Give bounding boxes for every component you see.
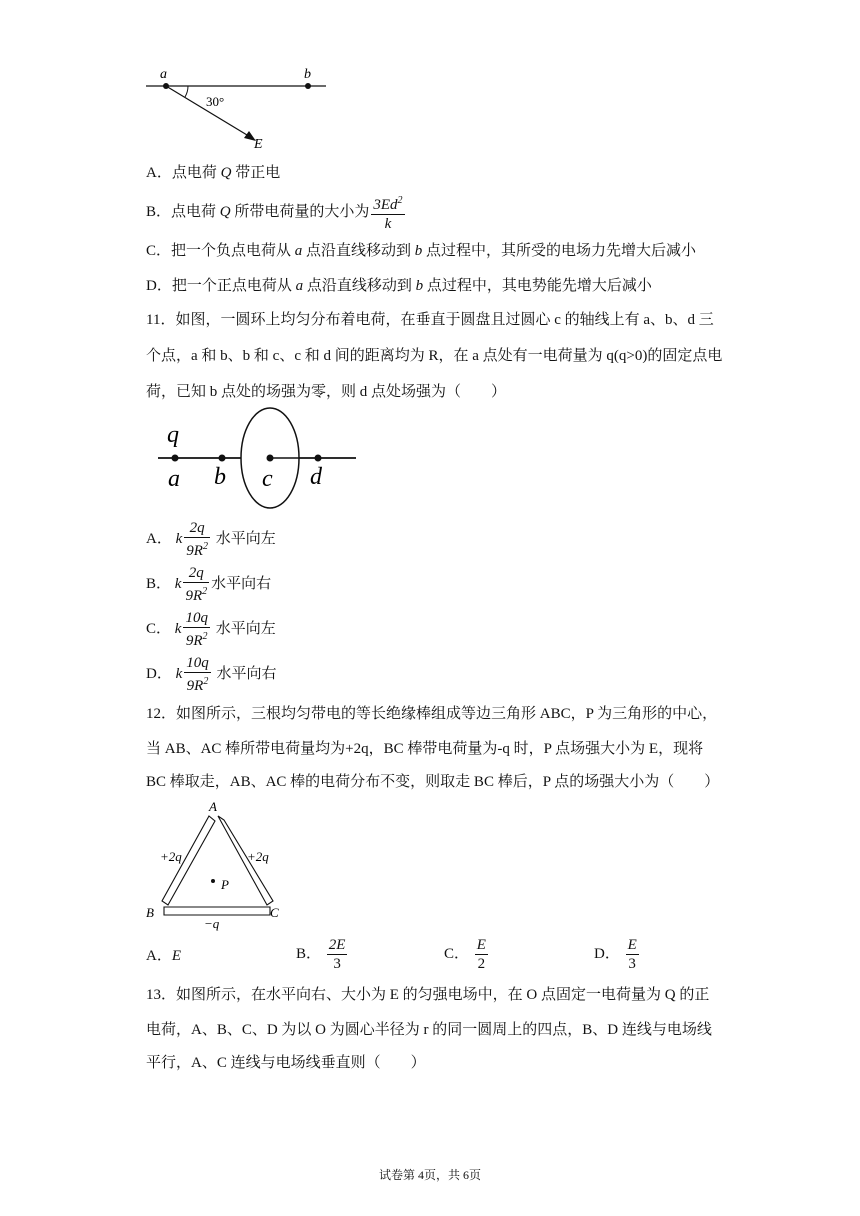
page-footer: 试卷第 4页，共 6页	[378, 1168, 481, 1182]
label-b: b	[214, 464, 226, 490]
q11-stem: 11．如图，一圆环上均匀分布着电荷，在垂直于圆盘且过圆心 c 的轴线上有 a、b、d 三个点，a 和 b、b 和 c、c 和 d 间的距离均为 R，在 a 点处有一电荷量为 q(q>0)的固定点电荷，已知 b 点处的场强为零，则 d 点处场强为（ ）	[146, 312, 723, 400]
point-d	[315, 455, 322, 462]
q12-option-a: A．E	[146, 948, 182, 964]
label-c: c	[262, 466, 273, 492]
q11-figure	[150, 404, 365, 514]
q10-option-b: B．点电荷 Q 所带电荷量的大小为 $\frac{3Ed^2}{k}$	[146, 192, 407, 233]
label-a: a	[168, 466, 180, 492]
q11-option-a: A． k $\frac{2q}{9R^2}$ 水平向左	[146, 520, 276, 560]
point-p	[211, 879, 215, 883]
label-right-charge: +2q	[247, 849, 269, 864]
q12-stem-line2: 当 AB、AC 棒所带电荷量均为+2q，BC 棒带电荷量为-q 时，P 点场强大小为 E，现将	[146, 741, 704, 757]
point-b	[219, 455, 226, 462]
label-left-charge: +2q	[160, 849, 182, 864]
q13-stem-line2: 电荷，A、B、C、D 为以 O 为圆心半径为 r 的同一圆周上的四点，B、D 连线与电场线	[146, 1022, 712, 1038]
q12-stem-line3: BC 棒取走，AB、AC 棒的电荷分布不变，则取走 BC 棒后，P 点的场强大小为（ ）	[146, 774, 720, 790]
label-B: B	[146, 905, 154, 920]
label-P: P	[221, 877, 229, 892]
label-b: b	[304, 67, 311, 82]
q12-option-b: B． $\frac{2E}{3}$	[296, 937, 346, 973]
q11-option-d: D． k $\frac{10q}{9R^2}$ 水平向右	[146, 655, 277, 695]
q10-option-a: A．点电荷 Q 带正电	[146, 165, 281, 181]
q12-option-d: D． $\frac{E}{3}$	[594, 937, 637, 973]
label-bottom-charge: −q	[204, 916, 220, 931]
label-angle: 30°	[206, 94, 225, 109]
label-C: C	[270, 905, 279, 920]
point-a	[172, 455, 179, 462]
q10-option-d: D．把一个正点电荷从 a 点沿直线移动到 b 点过程中，其电势能先增大后减小	[146, 278, 652, 294]
point-c	[267, 455, 274, 462]
label-A: A	[209, 799, 217, 814]
q11-option-c: C． k $\frac{10q}{9R^2}$ 水平向左	[146, 610, 276, 650]
q10-figure	[140, 62, 340, 154]
q10-option-c: C．把一个负点电荷从 a 点沿直线移动到 b 点过程中，其所受的电场力先增大后减小	[146, 243, 697, 259]
label-E: E	[254, 137, 263, 152]
q13-stem-line3: 平行，A、C 连线与电场线垂直则（ ）	[146, 1055, 426, 1071]
q12-option-c: C． $\frac{E}{2}$	[444, 937, 486, 973]
q12-figure	[140, 797, 290, 932]
label-a: a	[160, 67, 167, 82]
angle-arc	[185, 86, 188, 97]
rod-bc	[164, 907, 270, 915]
q11-option-b: B． k $\frac{2q}{9R^2}$ 水平向右	[146, 565, 272, 605]
point-b	[305, 83, 311, 89]
q12-stem-line1: 12．如图所示，三根均匀带电的等长绝缘棒组成等边三角形 ABC，P 为三角形的中心，	[146, 706, 718, 722]
label-d: d	[310, 464, 322, 490]
q13-stem-line1: 13．如图所示，在水平向右、大小为 E 的匀强电场中，在 O 点固定一电荷量为 Q 的正	[146, 987, 710, 1003]
label-q: q	[167, 422, 179, 448]
